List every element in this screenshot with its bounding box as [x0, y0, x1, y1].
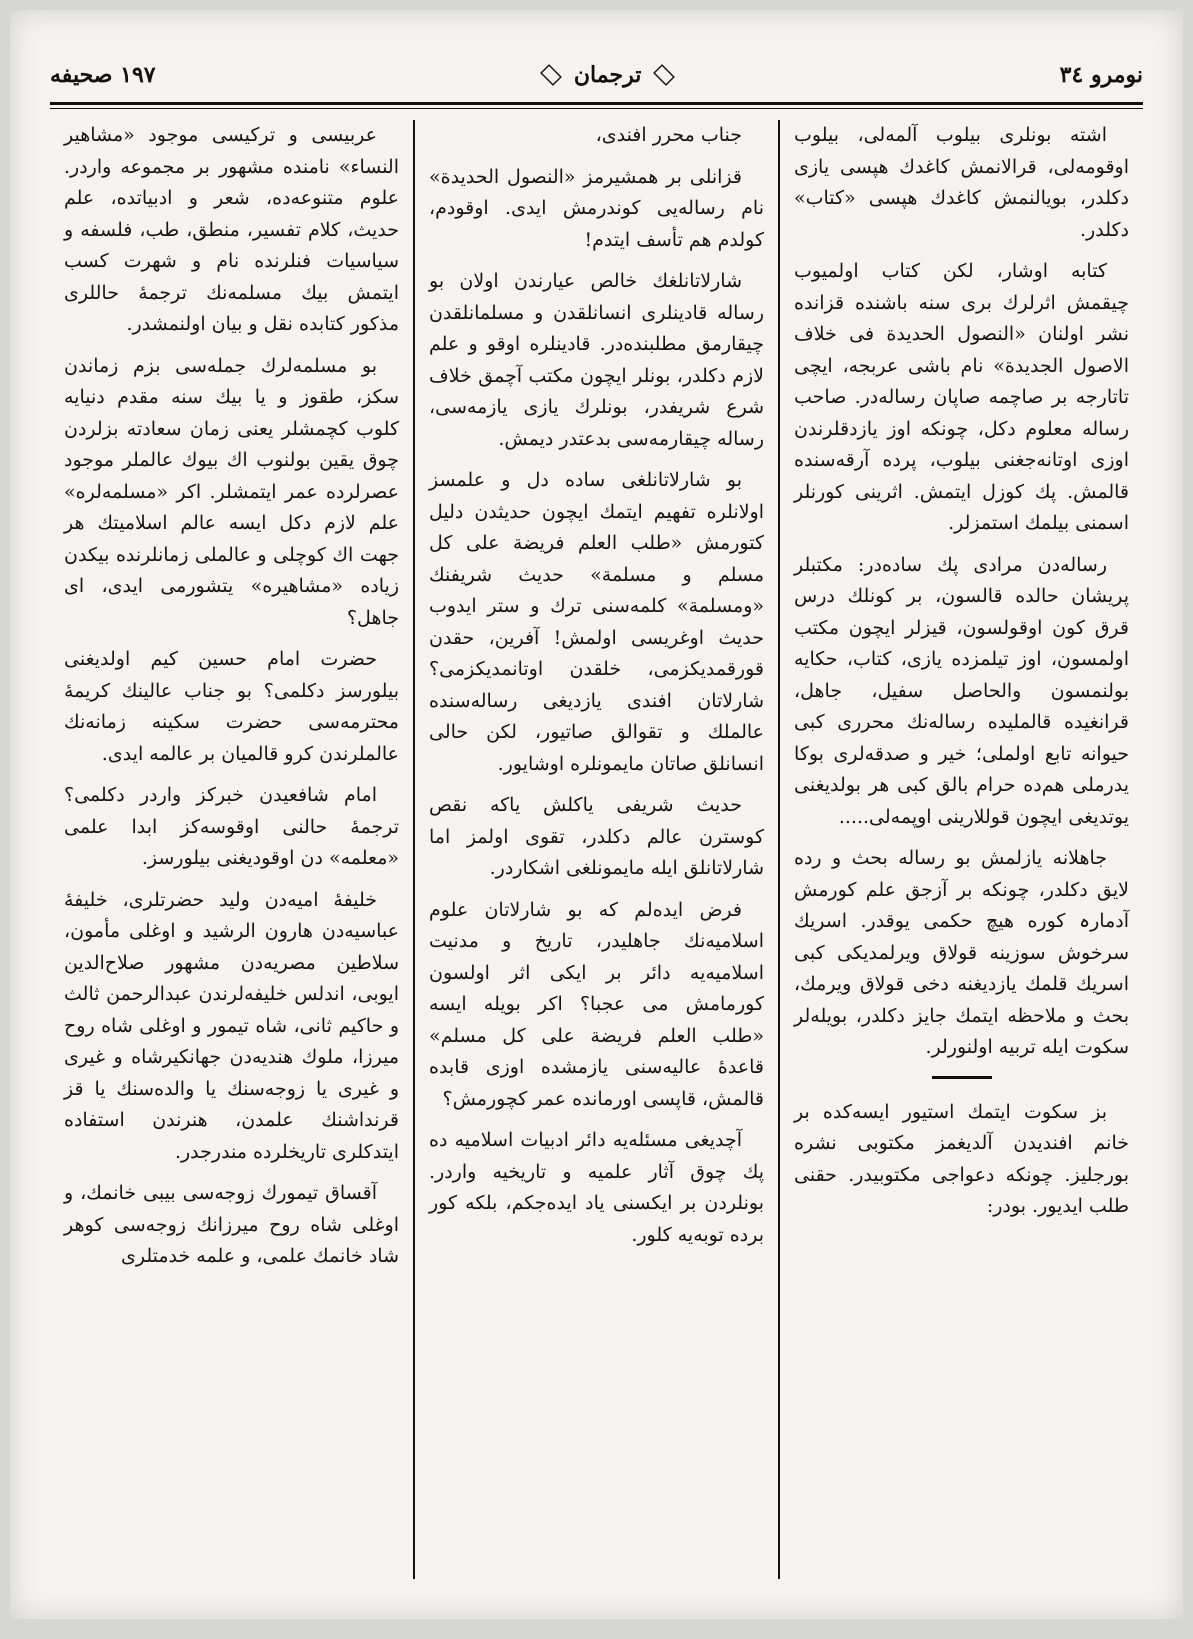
paragraph: حدیث شریفی یاکلش یاکه نقص کوسترن عالم دکلدر، تقوی اولمز اما شارلاتانلق ایله مایمونلغی اشکاردر. [429, 794, 764, 879]
paragraph: خلیفهٔ امیه‌دن ولید حضرتلری، خلیفهٔ عباسیه‌دن هارون الرشید و اوغلی مأمون، سلاطین مصریه‌دن مشهور صلاح‌الدین ایوبی، اندلس خلیفه‌لرندن عبدالرحمن ثالث و حاکیم ثانی، شاه تیمور و اوغلی شاه روح میرزا، ملوك هندیه‌دن جهانکیرشاه و غیری و غیری یا زوجه‌سنك یا والده‌سنك یا قز قرنداشنك علمدن، هنرندن استفاده ایتدکلری تاریخلرده مندرجدر. [64, 888, 399, 1163]
newspaper-page [10, 10, 1183, 1619]
column-divider [778, 120, 780, 1579]
header-rule-thin [50, 108, 1143, 109]
paragraph: بو مسلمه‌لرك جمله‌سی بزم زماندن سکز، طقوز و یا بیك سنه مقدم دنیایه کلوب کچمشلر یعنی زمان سعادته بزلردن چوق یقین بولنوب اك بیوك عالملر موجود عصرلرده عمر ایتمشلر. اکر «مسلمه‌لره» علم لازم دکل ایسه عالم اسلامیتك هر جهت اك کوچلی و عالملی زمانلرنده بیکدن زیاده «مشاهیره» یتشورمی ایدی، ای جاهل؟ [64, 354, 399, 629]
text-columns [50, 120, 1143, 1579]
page-number: ١٩٧ صحيفه [50, 62, 156, 88]
ornament-icon [540, 64, 562, 86]
paragraph: کتابه اوشار، لکن کتاب اولمیوب چیقمش اثرلرك بری سنه باشنده قزانده نشر اولنان «النصول الحدیدة فی خلاف الاصول الجدیدة» نام باشی عربجه، ایچی تاتارجه بر صاچمه صاپان رساله‌در. صاحب رساله معلوم دکل، چونکه اوز یازدقلرندن اوزی اوتانه‌جغنی بیلوب، پرده آرقه‌سنده قالمش. پك کوزل ایتمش. اثرینی کورنلر اسمنی بیلمك استمزلر. [794, 260, 1129, 534]
header-rule [50, 102, 1143, 105]
issue-number: نومرو ٣٤ [1059, 62, 1143, 88]
masthead-title: ترجمان [573, 62, 642, 88]
paragraph: شارلاتانلغك خالص عیارندن اولان بو رساله قادینلری انسانلقدن و مسلمانلقدن چیقارمق مطلبنده‌در. قادینلره اوقو و علم لازم دکلدر، بونلر ایچون مکتب آچمق خلاف شرع شریفدر، بونلرك یازی یازمه‌سی، رساله چیقارمه‌سی بدعتدر دیمش. [429, 270, 764, 450]
paragraph: بو شارلاتانلغی ساده دل و علمسز اولانلره تفهیم ایتمك ایچون حدیثدن دلیل کتورمش «طلب العلم فریضة علی کل مسلم و مسلمة» حدیث شریفنك «ومسلمة» کلمه‌سنی ترك و ستر ایدوب حدیث اوغریسی اولمش! آفرین، حقدن قورقمدیکزمی، خلقدن اوتانمدیکزمی؟ شارلاتان افندی یازدیغی رساله‌سنده عالملك و تقوالق صاتیور، لکن حالی انسانلق صاتان مایمونلره اوشایور. [429, 469, 764, 775]
paragraph: جاهلانه یازلمش بو رساله بحث و رده لایق دکلدر، چونکه بر آزجق علم کورمش آدمارہ کوره هیچ حکمی یوقدر. اسریك سرخوش سوزینه قولاق ویرلمدیکی کبی اسریك قلمك یازدیغنه دخی قولاق ویرمك، بحث و ملاحظه ایتمك جایز دکلدر، بویله‌لر سکوت ایله تربیه اولنورلر. [794, 847, 1129, 1058]
column-divider [413, 120, 415, 1579]
paragraph: جناب محرر افندی، [595, 124, 742, 146]
masthead [538, 62, 677, 88]
paragraph: بز سکوت ایتمك استیور ایسه‌کده بر خانم افندیدن آلدیغمز مکتوبی نشره بورجلیز. چونکه دعواجی مکتوبیدر. حقنی طلب ایدیور. بودر: [794, 1100, 1129, 1217]
paragraph: قزانلی بر همشیرمز «النصول الحدیدة» نام رساله‌یی کوندرمش ایدی. اوقودم، کولدم هم تأسف ایتدم! [429, 165, 764, 251]
ornament-icon [653, 64, 675, 86]
column-right [780, 120, 1143, 1579]
paragraph: رساله‌دن مرادی پك ساده‌در: مکتبلر پریشان حالده قالسون، بر کونلك درس قرق کون اوقولسون، قیزلر ایچون مکتب اولمسون، اوز تیلمزده یازی، کتاب، حکایه بولنمسون والحاصل سفیل، جاهل، قرانغیده قالملیده رساله‌نك محرری کبی حیوانه تابع اولملی؛ خیر و صدقه‌لری بوکا یدرملی هم‌ده حرام بالق کبی هر بولدیغنی یوتدیغی ایچون قوللارینی اوپمه‌لی..... [794, 553, 1129, 828]
section-separator [932, 1076, 992, 1079]
page-header [50, 55, 1143, 95]
paragraph: عربیسی و ترکیسی موجود «مشاهیر النساء» نامنده مشهور بر مجموعه واردر. علوم متنوعه‌ده، شعر و ادبیاتده، علم حدیث، کلام تفسیر، منطق، طب، فلسفه و سیاسیات فنلرنده نام و شهرت کسب ایتمش بیك مسلمه‌نك ترجمهٔ حاللری مذکور کتابده نقل و بیان اولنمشدر. [64, 124, 399, 335]
column-middle [415, 120, 778, 1579]
paragraph: امام شافعیدن خبرکز واردر دکلمی؟ ترجمهٔ حالنی اوقوسه‌کز ابدا علمی «معلمه» دن اوقودیغنی بیلورسز. [64, 784, 399, 869]
paragraph: فرض ایده‌لم که بو شارلاتان علوم اسلامیه‌نك جاهلیدر، تاریخ و مدنیت اسلامیه‌یه دائر بر ایکی اثر اولسون کورمامش می عجبا؟ اکر بویله ایسه «طلب العلم فریضة علی کل مسلم» قاعدهٔ عالیه‌سنی یازمشده اوزی قابده قالمش، قاپسی اورمانده عمر کچورمش؟ [429, 898, 764, 1110]
column-left [50, 120, 413, 1579]
paragraph: اشته بونلری بیلوب آلمه‌لی، بیلوب اوقومه‌لی، قرالانمش کاغدك هپسی یازی دکلدر، بویالنمش کاغدك هپسی «کتاب» دکلدر. [794, 124, 1129, 241]
paragraph: حضرت امام حسین کیم اولدیغنی بیلورسز دکلمی؟ بو جناب عالینك کریمهٔ محترمه‌سی حضرت سکینه زمانه‌نك عالملرندن کرو قالمیان بر عالمه ایدی. [64, 648, 399, 765]
paragraph: آچدیغی مسئله‌یه دائر ادبیات اسلامیه ده پك چوق آثار علمیه و تاریخیه واردر. بونلردن بر ایکسنی یاد ایده‌جکم، بلکه کور برده توبه‌یه کلور. [429, 1129, 764, 1246]
paragraph: آقساق تیمورك زوجه‌سی بیبی خانمك، و اوغلی شاه روح میرزانك زوجه‌سی کوهر شاد خانمك علمی، و علمه خدمتلری [64, 1182, 399, 1267]
